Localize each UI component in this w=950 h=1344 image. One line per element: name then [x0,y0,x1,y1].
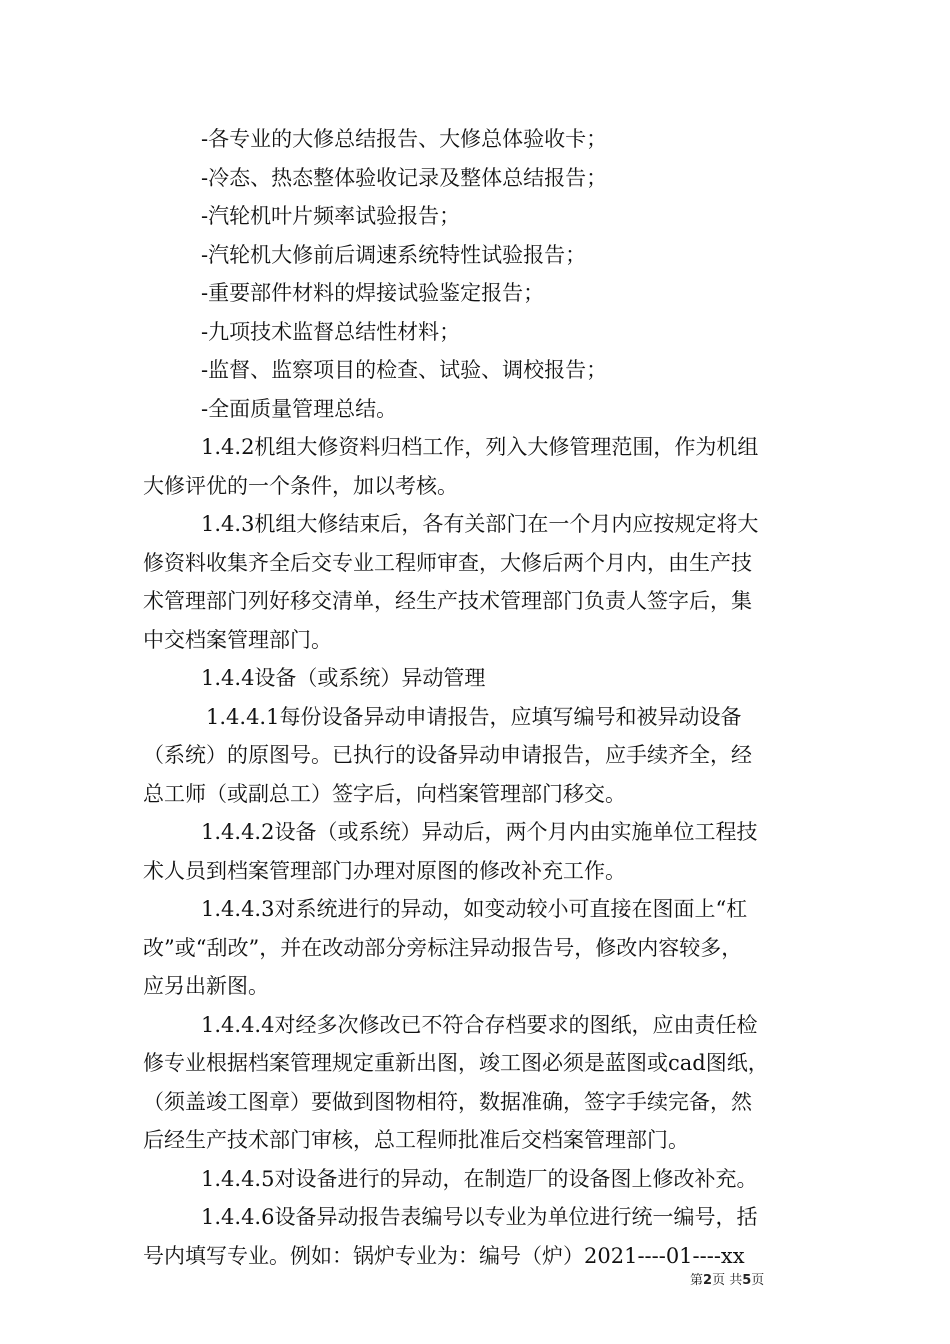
paragraph-line: 1.4.4.1每份设备异动申请报告，应填写编号和被异动设备 [206,704,742,729]
paragraph-line: 总工师（或副总工）签字后，向档案管理部门移交。 [143,781,626,806]
paragraph-line: 1.4.4.5对设备进行的异动，在制造厂的设备图上修改补充。 [201,1166,758,1191]
paragraph-line: 大修评优的一个条件，加以考核。 [143,473,458,498]
paragraph-line: （须盖竣工图章）要做到图物相符，数据准确，签字手续完备，然 [143,1089,752,1114]
section-heading: 1.4.4设备（或系统）异动管理 [201,666,486,690]
list-item: -监督、监察项目的检查、试验、调校报告； [201,358,608,382]
footer-suffix: 页 [751,1273,765,1288]
total-page-number: 5 [742,1273,752,1288]
list-item: -冷态、热态整体验收记录及整体总结报告； [201,165,608,190]
document-body [143,120,815,1275]
current-page-number: 2 [703,1273,713,1288]
paragraph-line: 1.4.2机组大修资料归档工作，列入大修管理范围，作为机组 [201,435,759,459]
paragraph-line: 改”或“刮改”，并在改动部分旁标注异动报告号，修改内容较多， [143,935,743,960]
list-item: -重要部件材料的焊接试验鉴定报告； [201,281,545,305]
list-item: -各专业的大修总结报告、大修总体验收卡； [201,127,608,151]
paragraph-line: 1.4.4.3对系统进行的异动，如变动较小可直接在图面上“杠 [201,897,748,921]
list-item: -汽轮机大修前后调速系统特性试验报告； [201,242,587,267]
list-item: -全面质量管理总结。 [201,396,398,421]
paragraph-line: 中交档案管理部门。 [143,627,332,652]
page-number-footer [690,1272,850,1290]
paragraph-line: 修专业根据档案管理规定重新出图，竣工图必须是蓝图或cad图纸， [143,1051,769,1075]
list-item: -汽轮机叶片频率试验报告； [201,204,461,228]
paragraph-line: 号内填写专业。例如：锅炉专业为：编号（炉）2021----01----xx [143,1243,745,1268]
paragraph-line: 术人员到档案管理部门办理对原图的修改补充工作。 [143,858,626,883]
paragraph-line: 后经生产技术部门审核，总工程师批准后交档案管理部门。 [143,1128,689,1152]
footer-middle: 页 共 [712,1273,743,1288]
paragraph-line: 1.4.4.2设备（或系统）异动后，两个月内由实施单位工程技 [201,820,758,844]
paragraph-line: 术管理部门列好移交清单，经生产技术管理部门负责人签字后，集 [143,589,752,613]
paragraph-line: 1.4.4.6设备异动报告表编号以专业为单位进行统一编号，括 [201,1205,758,1229]
paragraph-line: 应另出新图。 [143,974,269,998]
footer-prefix: 第 [690,1273,704,1288]
paragraph-line: 1.4.3机组大修结束后，各有关部门在一个月内应按规定将大 [201,512,759,536]
paragraph-line: 修资料收集齐全后交专业工程师审查，大修后两个月内，由生产技 [143,550,752,575]
list-item: -九项技术监督总结性材料； [201,319,461,344]
paragraph-line: 1.4.4.4对经多次修改已不符合存档要求的图纸，应由责任检 [201,1012,758,1037]
paragraph-line: （系统）的原图号。已执行的设备异动申请报告，应手续齐全，经 [143,743,752,767]
